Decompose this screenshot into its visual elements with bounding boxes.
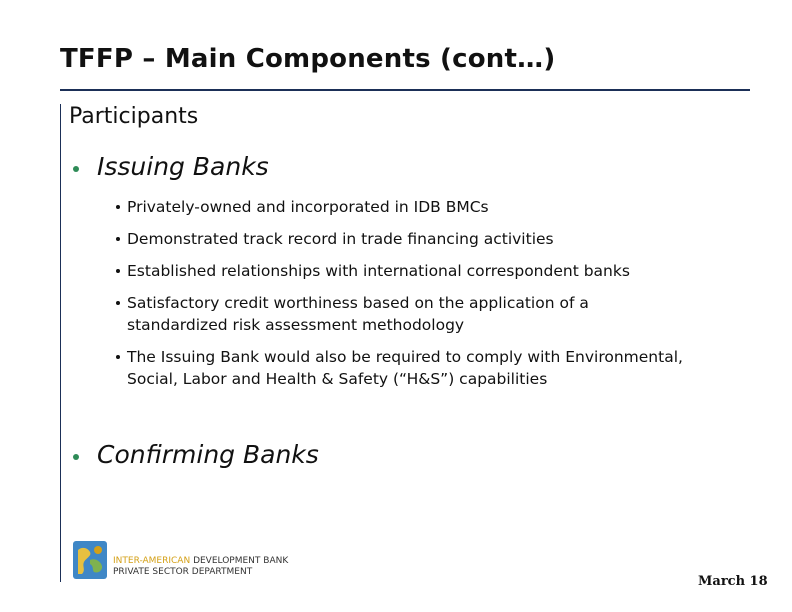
bullet-text: The Issuing Bank would also be required to comply with Environmental, Social, Labor and Health & Safety (“H&S”) capabilities <box>127 348 683 388</box>
section-heading: Participants <box>69 104 199 129</box>
issuing-bullet-1 <box>112 196 732 218</box>
confirming-banks-heading: Confirming Banks <box>97 440 319 469</box>
bullet-dot <box>116 269 120 273</box>
bullet-dot <box>116 355 120 359</box>
left-vertical-rule <box>60 104 61 582</box>
issuing-bullet-2 <box>112 228 732 250</box>
bullet-dot <box>73 166 79 172</box>
bullet-dot <box>116 205 120 209</box>
bullet-text: Satisfactory credit worthiness based on the application of a standardized risk assessment methodology <box>127 294 589 334</box>
title-underline <box>60 89 750 91</box>
idb-logo-icon <box>72 540 108 580</box>
issuing-bullet-5 <box>112 346 712 390</box>
org-name-part1: INTER-AMERICAN <box>113 556 191 566</box>
issuing-bullet-3 <box>112 260 732 282</box>
bullet-text: Demonstrated track record in trade financing activities <box>127 230 554 248</box>
bullet-text: Established relationships with international correspondent banks <box>127 262 630 280</box>
slide-title: TFFP – Main Components (cont…) <box>60 44 556 74</box>
org-department: PRIVATE SECTOR DEPARTMENT <box>113 567 253 577</box>
organization-name <box>113 556 288 578</box>
issuing-bullet-4 <box>112 292 632 336</box>
bullet-dot <box>116 237 120 241</box>
issuing-banks-heading: Issuing Banks <box>97 152 269 181</box>
org-name-part2: DEVELOPMENT BANK <box>190 556 289 566</box>
bullet-dot <box>116 301 120 305</box>
footer-date: March 18 <box>698 574 768 589</box>
bullet-dot <box>73 454 79 460</box>
bullet-text: Privately-owned and incorporated in IDB BMCs <box>127 198 489 216</box>
